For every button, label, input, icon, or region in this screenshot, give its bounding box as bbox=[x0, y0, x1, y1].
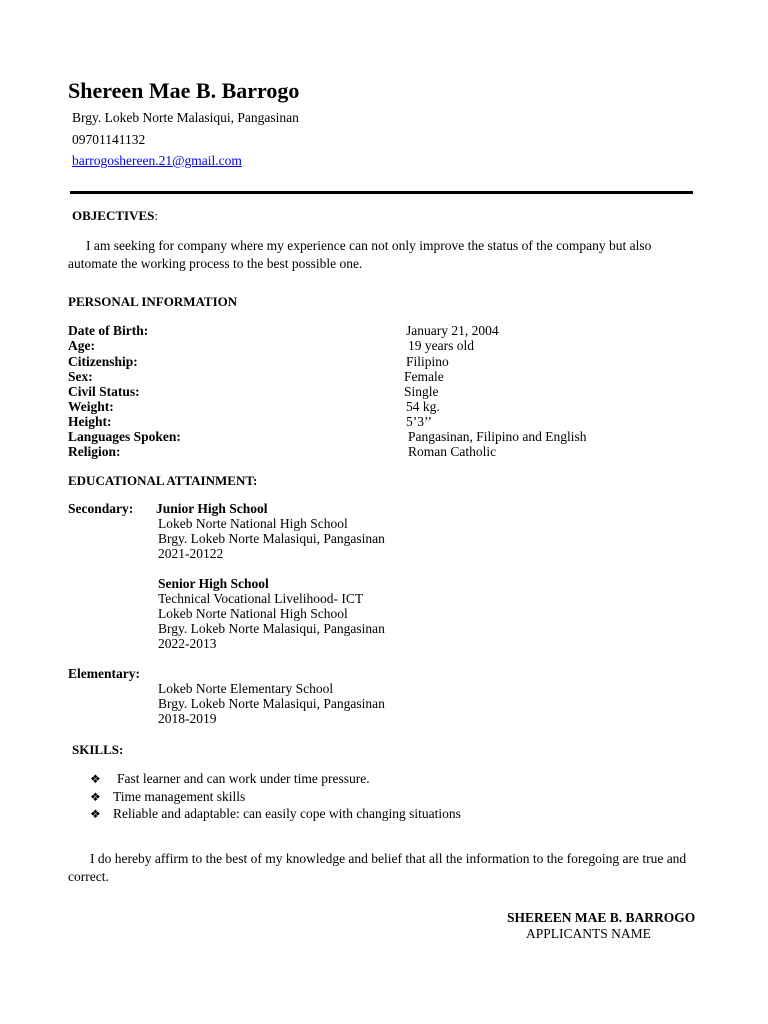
jhs-years: 2021-20122 bbox=[158, 546, 224, 561]
skills-heading: SKILLS: bbox=[72, 742, 124, 757]
shs-title: Senior High School bbox=[158, 576, 269, 591]
secondary-label: Secondary: bbox=[68, 501, 134, 516]
height-value: 5’3’’ bbox=[406, 414, 432, 429]
education-heading: EDUCATIONAL ATTAINMENT: bbox=[68, 473, 258, 488]
bullet-icon: ❖ bbox=[90, 790, 101, 804]
civil-status-label: Civil Status: bbox=[68, 384, 140, 399]
height-label: Height: bbox=[68, 414, 112, 429]
religion-value: Roman Catholic bbox=[408, 444, 497, 459]
elem-school: Lokeb Norte Elementary School bbox=[158, 681, 334, 696]
affirmation-text: I do hereby affirm to the best of my knowledge and belief that all the information to the foregoing are true and correct. bbox=[68, 851, 687, 884]
jhs-title: Junior High School bbox=[156, 501, 268, 516]
address: Brgy. Lokeb Norte Malasiqui, Pangasinan bbox=[72, 110, 299, 125]
personal-info-heading: PERSONAL INFORMATION bbox=[68, 294, 238, 309]
citizenship-label: Citizenship: bbox=[68, 354, 138, 369]
languages-value: Pangasinan, Filipino and English bbox=[408, 429, 587, 444]
civil-status-value: Single bbox=[404, 384, 439, 399]
email-link[interactable]: barrogoshereen.21@gmail.com bbox=[72, 153, 242, 168]
age-value: 19 years old bbox=[408, 338, 474, 353]
skill-item: Reliable and adaptable: can easily cope with changing situations bbox=[113, 806, 461, 821]
weight-value: 54 kg. bbox=[406, 399, 440, 414]
objectives-heading: OBJECTIVES: bbox=[72, 208, 158, 223]
sex-label: Sex: bbox=[68, 369, 93, 384]
jhs-address: Brgy. Lokeb Norte Malasiqui, Pangasinan bbox=[158, 531, 385, 546]
shs-address: Brgy. Lokeb Norte Malasiqui, Pangasinan bbox=[158, 621, 385, 636]
phone-number: 09701141132 bbox=[72, 132, 146, 147]
shs-school: Lokeb Norte National High School bbox=[158, 606, 348, 621]
objectives-text: I am seeking for company where my experience can not only improve the status of the company but also automate the working process to the best possible one. bbox=[68, 238, 652, 271]
religion-label: Religion: bbox=[68, 444, 121, 459]
elem-address: Brgy. Lokeb Norte Malasiqui, Pangasinan bbox=[158, 696, 385, 711]
citizenship-value: Filipino bbox=[406, 354, 449, 369]
dob-label: Date of Birth: bbox=[68, 323, 149, 338]
jhs-school: Lokeb Norte National High School bbox=[158, 516, 348, 531]
bullet-icon: ❖ bbox=[90, 807, 101, 821]
elementary-label: Elementary: bbox=[68, 666, 140, 681]
skill-item: Fast learner and can work under time pressure. bbox=[117, 771, 370, 786]
shs-strand: Technical Vocational Livelihood- ICT bbox=[158, 591, 364, 606]
weight-label: Weight: bbox=[68, 399, 114, 414]
age-label: Age: bbox=[68, 338, 95, 353]
shs-years: 2022-2013 bbox=[158, 636, 217, 651]
divider bbox=[70, 191, 693, 194]
dob-value: January 21, 2004 bbox=[406, 323, 499, 338]
bullet-icon: ❖ bbox=[90, 772, 101, 786]
skill-item: Time management skills bbox=[113, 789, 246, 804]
sex-value: Female bbox=[404, 369, 444, 384]
elem-years: 2018-2019 bbox=[158, 711, 217, 726]
signature-caption: APPLICANTS NAME bbox=[526, 926, 651, 941]
applicant-name: Shereen Mae B. Barrogo bbox=[68, 78, 300, 103]
languages-label: Languages Spoken: bbox=[68, 429, 181, 444]
signature-name: SHEREEN MAE B. BARROGO bbox=[507, 910, 696, 925]
